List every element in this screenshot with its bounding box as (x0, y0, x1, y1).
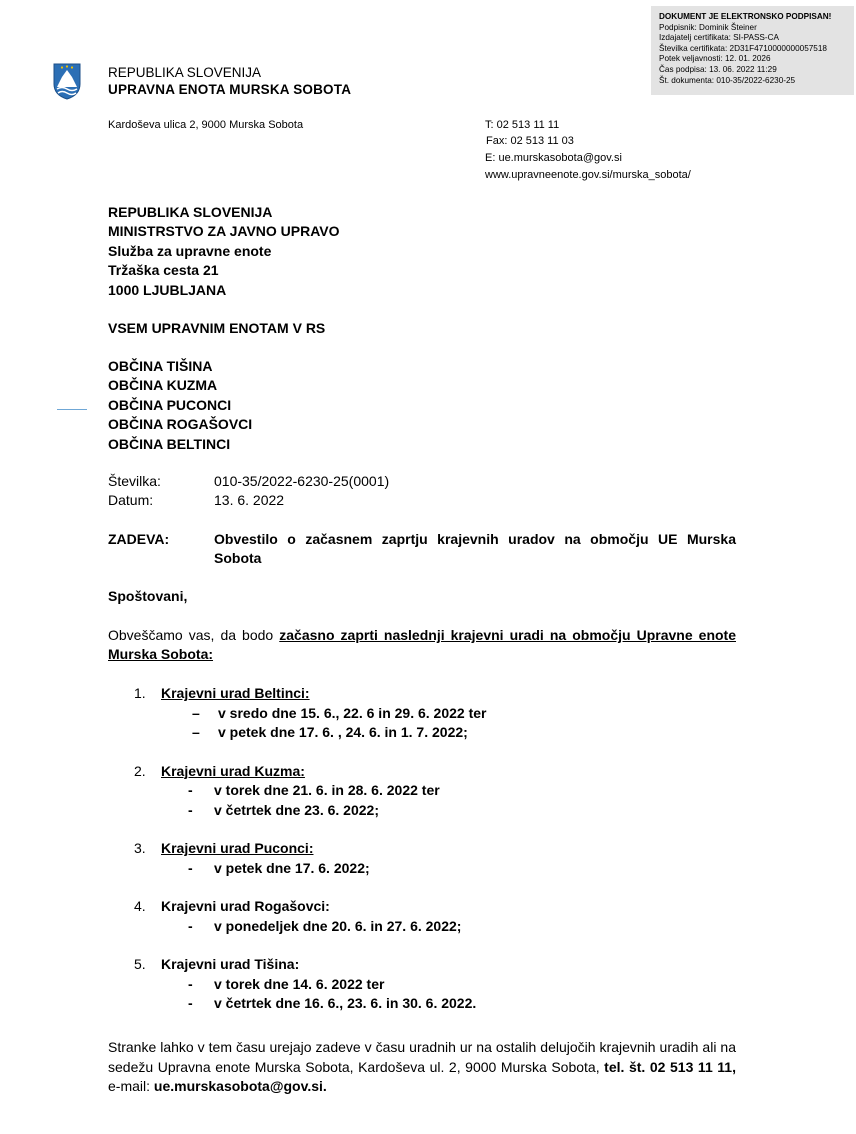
list-item (134, 839, 734, 878)
stamp-line: Čas podpisa: 13. 06. 2022 11:29 (659, 64, 777, 74)
intro-emphasis: začasno zaprti naslednji krajevni uradi na območju Upravne enote Murska Sobota: (108, 627, 736, 663)
stamp-line: Št. dokumenta: 010-35/2022-6230-25 (659, 75, 796, 85)
recipient-line: OBČINA KUZMA (108, 377, 218, 394)
phone: T: 02 513 11 11 (485, 119, 560, 131)
office-date: v torek dne 14. 6. 2022 ter (214, 975, 385, 992)
dash: - (188, 995, 193, 1011)
stamp-line: Podpisnik: Dominik Šteiner (659, 22, 757, 32)
coat-of-arms-icon (52, 62, 82, 100)
closing-text: e-mail: (108, 1078, 154, 1095)
office-name: Krajevni urad Tišina: (161, 956, 300, 972)
subject-label: ZADEVA: (108, 531, 170, 547)
office-date: v petek dne 17. 6. 2022; (214, 859, 370, 876)
item-number: 4. (134, 898, 146, 914)
website: www.upravneenote.gov.si/murska_sobota/ (485, 168, 691, 181)
office-date: v sredo dne 15. 6., 22. 6 in 29. 6. 2022 ter (218, 704, 487, 721)
office-name: Krajevni urad Puconci: (161, 840, 314, 856)
item-number: 3. (134, 840, 146, 856)
closing-email: ue.murskasobota@gov.si. (153, 1078, 327, 1095)
closing-text: Stranke lahko v tem času urejajo zadeve v času uradnih ur na ostalih delujočih krajevnih uradih ali na sedežu Upravna enote Murska Sobota, Kardoševa ul. 2, 9000 Murska Sobota, (108, 1039, 736, 1075)
org-line: REPUBLIKA SLOVENIJA (108, 65, 262, 80)
recipient-line: OBČINA BELTINCI (108, 435, 231, 452)
list-item (134, 684, 734, 743)
dash: - (188, 917, 193, 934)
recipient-line: REPUBLIKA SLOVENIJA (108, 204, 273, 220)
closing-phone: tel. št. 02 513 11 11, (604, 1058, 736, 1075)
org-line: UPRAVNA ENOTA MURSKA SOBOTA (108, 82, 352, 97)
recipient-line: Služba za upravne enote (108, 242, 272, 259)
organization-name (108, 64, 351, 98)
item-number: 5. (134, 956, 146, 972)
fax: Fax: 02 513 11 03 (486, 134, 574, 147)
margin-mark (57, 409, 87, 410)
subject-text: Obvestilo o začasnem zaprtju krajevnih uradov na območju UE Murska Sobota (214, 531, 736, 567)
list-item (134, 955, 734, 1014)
intro-paragraph (108, 626, 736, 665)
office-date: v torek dne 21. 6. in 28. 6. 2022 ter (214, 782, 440, 798)
signature-stamp (651, 6, 854, 95)
stamp-line: DOKUMENT JE ELEKTRONSKO PODPISAN! (659, 12, 832, 21)
office-name: Krajevni urad Kuzma: (161, 762, 305, 779)
intro-text: Obveščamo vas, da bodo (108, 627, 280, 643)
recipient-line: OBČINA PUCONCI (108, 396, 232, 413)
stamp-line: Potek veljavnosti: 12. 01. 2026 (659, 54, 771, 64)
office-date: v četrtek dne 23. 6. 2022; (214, 801, 379, 818)
address: Kardoševa ulica 2, 9000 Murska Sobota (108, 119, 304, 131)
recipient-line: OBČINA ROGAŠOVCI (108, 416, 253, 433)
office-name: Krajevni urad Beltinci: (161, 685, 310, 701)
item-number: 2. (134, 762, 146, 779)
date-label: Datum: (108, 492, 154, 508)
dash: - (188, 782, 193, 798)
recipient-ministry (108, 203, 340, 300)
stamp-line: Izdajatelj certifikata: SI-PASS-CA (659, 33, 779, 43)
office-date: v petek dne 17. 6. , 24. 6. in 1. 7. 2022; (218, 724, 468, 740)
recipient-all-units: VSEM UPRAVNIM ENOTAM V RS (108, 320, 326, 336)
recipient-line: MINISTRSTVO ZA JAVNO UPRAVO (108, 223, 340, 240)
office-name: Krajevni urad Rogašovci: (161, 898, 330, 914)
office-date: v ponedeljek dne 20. 6. in 27. 6. 2022; (214, 917, 462, 934)
dash: - (188, 801, 193, 818)
email: E: ue.murskasobota@gov.si (485, 152, 622, 164)
recipient-line: OBČINA TIŠINA (108, 358, 213, 374)
recipient-line: 1000 LJUBLJANA (108, 281, 227, 298)
dash: - (188, 859, 193, 876)
list-item (134, 762, 734, 821)
dash: – (192, 724, 200, 740)
dash: - (188, 975, 193, 992)
stamp-line: Številka certifikata: 2D31F4710000000057518 (659, 43, 827, 53)
list-item (134, 897, 734, 936)
recipient-line: Tržaška cesta 21 (108, 262, 219, 279)
greeting: Spoštovani, (108, 588, 188, 604)
contact-block (485, 118, 691, 183)
closing-paragraph (108, 1038, 736, 1097)
office-list (134, 684, 734, 1014)
number-label: Številka: (108, 473, 161, 489)
number-value: 010-35/2022-6230-25(0001) (214, 473, 390, 489)
item-number: 1. (134, 685, 146, 701)
office-date: v četrtek dne 16. 6., 23. 6. in 30. 6. 2022. (214, 995, 477, 1011)
recipient-municipalities (108, 357, 252, 454)
date-value: 13. 6. 2022 (214, 492, 285, 508)
dash: – (192, 704, 200, 721)
